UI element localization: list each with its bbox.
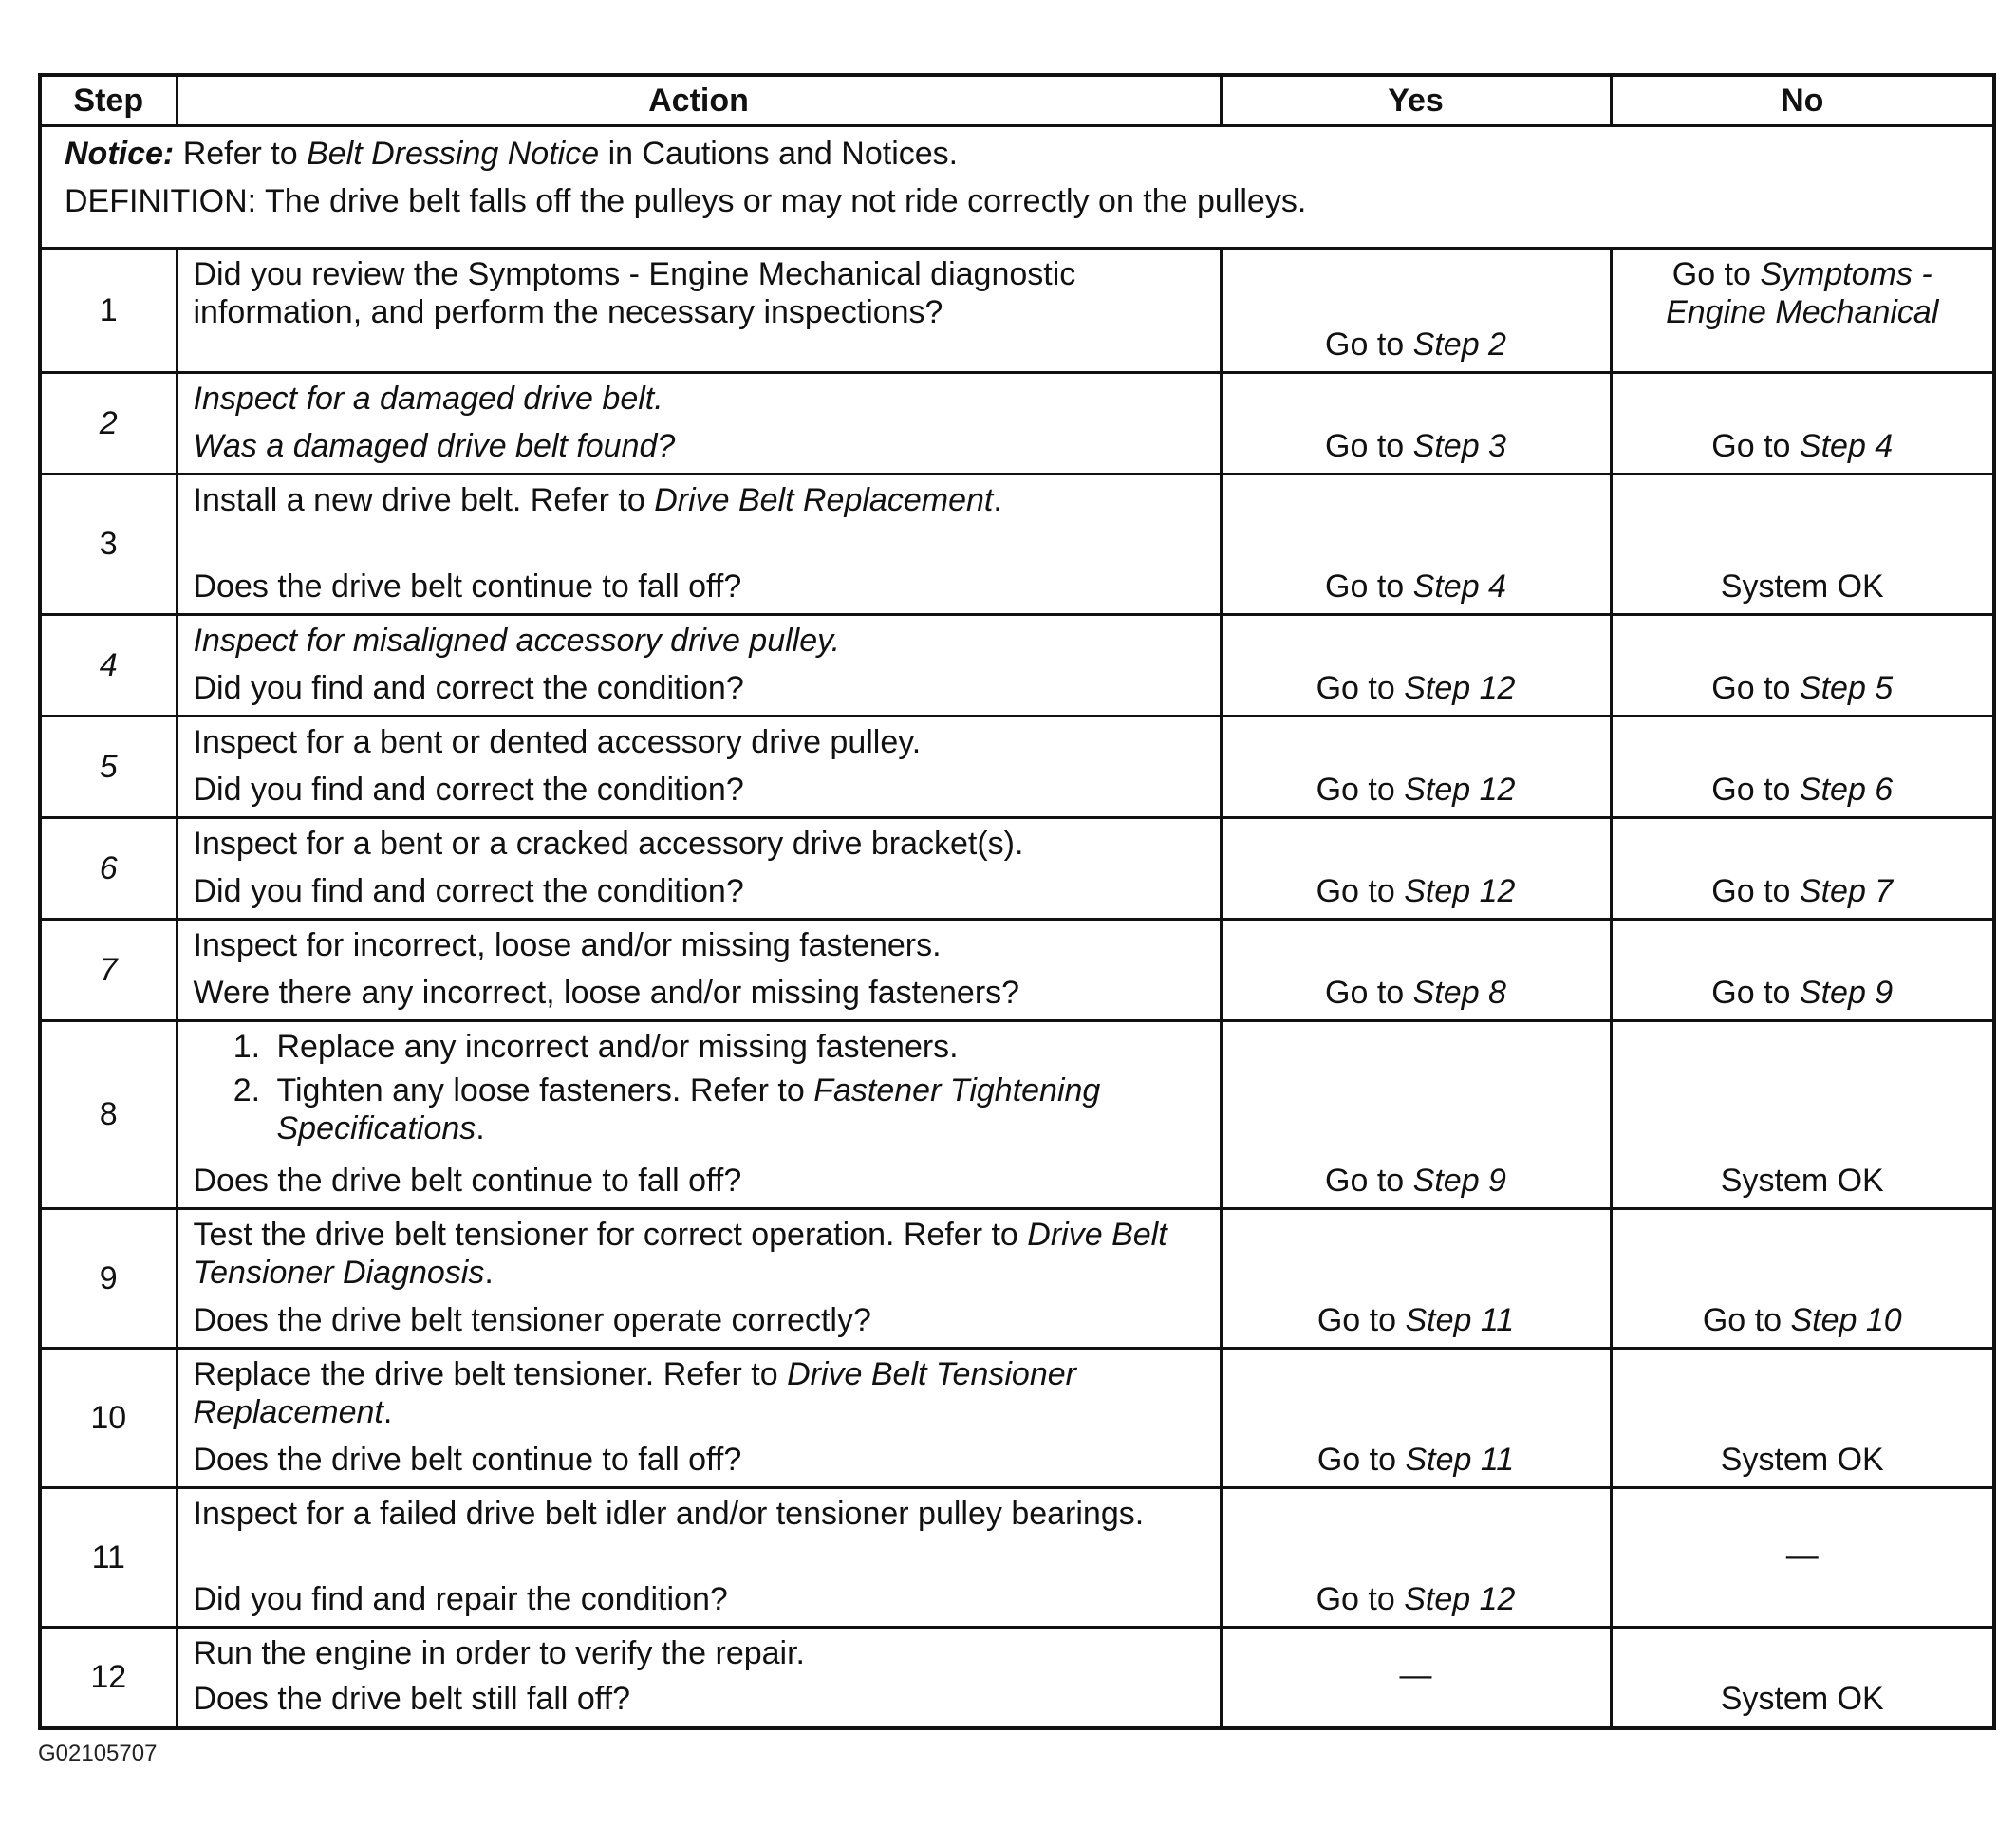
substep-text: Tighten any loose fasteners. Refer to (276, 1072, 805, 1109)
no-step-link[interactable]: Step 6 (1799, 771, 1894, 808)
action-question: Does the drive belt continue to fall off? (193, 568, 742, 605)
notice-label: Notice: (65, 136, 175, 172)
table-row (40, 1021, 1994, 1209)
notice-reference: Belt Dressing Notice (307, 136, 600, 172)
yes-cell (1221, 818, 1611, 920)
substep-text: Replace any incorrect and/or missing fasteners. (276, 1029, 959, 1065)
yes-step-link[interactable]: Step 11 (1405, 1301, 1515, 1338)
action-text: Inspect for incorrect, loose and/or missing fasteners. (193, 927, 942, 963)
no-prefix: Go to (1711, 872, 1791, 909)
action-cell (177, 1628, 1221, 1728)
yes-prefix: Go to (1316, 669, 1395, 706)
action-question: Does the drive belt continue to fall off? (193, 1162, 742, 1199)
action-text-part: Install a new drive belt. Refer to (193, 482, 645, 518)
header-no: No (1611, 75, 1994, 126)
no-cell: — (1611, 1488, 1994, 1628)
yes-prefix: Go to (1316, 872, 1395, 909)
action-substeps (194, 1028, 1204, 1153)
no-cell (1611, 920, 1994, 1021)
notice-line (65, 135, 1969, 173)
action-text: Did you review the Symptoms - Engine Mechanical diagnostic information, and perform the necessary inspections? (193, 256, 1076, 331)
action-cell (177, 615, 1221, 717)
step-number: 3 (40, 475, 177, 615)
action-question: Did you find and repair the condition? (193, 1580, 728, 1617)
substep-item (270, 1028, 1204, 1066)
yes-cell (1221, 1349, 1611, 1488)
no-step-link[interactable]: Step 5 (1799, 669, 1894, 706)
substep-text-end: . (476, 1110, 485, 1147)
step-number: 12 (40, 1628, 177, 1728)
action-text: Inspect for a bent or dented accessory drive pulley. (193, 724, 922, 760)
step-number: 11 (40, 1488, 177, 1628)
header-row (40, 75, 1994, 126)
action-text-end: . (383, 1394, 393, 1431)
yes-prefix: Go to (1316, 1580, 1395, 1617)
step-number: 7 (40, 920, 177, 1021)
action-question: Did you find and correct the condition? (193, 872, 744, 909)
step-number: 8 (40, 1021, 177, 1209)
no-cell: System OK (1611, 1349, 1994, 1488)
action-question: Does the drive belt tensioner operate correctly? (193, 1301, 871, 1338)
yes-prefix: Go to (1325, 1162, 1405, 1199)
yes-cell: — (1221, 1628, 1611, 1728)
no-cell: System OK (1611, 1628, 1994, 1728)
yes-cell (1221, 717, 1611, 818)
table-row (40, 1628, 1994, 1728)
notice-row (40, 126, 1994, 249)
yes-cell (1221, 920, 1611, 1021)
yes-step-link[interactable]: Step 4 (1412, 568, 1506, 605)
figure-id: G02105707 (38, 1741, 158, 1766)
yes-prefix: Go to (1316, 1441, 1397, 1478)
yes-cell (1221, 615, 1611, 717)
no-prefix: Go to (1671, 256, 1751, 292)
no-cell (1611, 818, 1994, 920)
action-text-end: . (484, 1255, 494, 1292)
no-cell: System OK (1611, 475, 1994, 615)
substep-item (270, 1071, 1204, 1147)
table-row (40, 1488, 1994, 1628)
table-row (40, 818, 1994, 920)
no-prefix: Go to (1711, 669, 1791, 706)
notice-text-after: in Cautions and Notices. (607, 136, 959, 172)
action-question: Was a damaged drive belt found? (193, 427, 676, 464)
no-cell (1611, 249, 1994, 373)
action-cell (177, 920, 1221, 1021)
action-text-part: Test the drive belt tensioner for correct operation. Refer to (193, 1217, 1018, 1253)
action-reference: Drive Belt Tensioner Diagnosis (193, 1217, 1167, 1292)
action-question: Did you find and correct the condition? (193, 669, 744, 706)
action-reference: Drive Belt Replacement (654, 482, 994, 518)
diagnostic-table (38, 73, 1996, 1730)
step-number: 10 (40, 1349, 177, 1488)
action-cell (177, 1349, 1221, 1488)
notice-text-before: Refer to (182, 136, 298, 172)
no-step-link[interactable]: Step 4 (1799, 427, 1894, 464)
action-text (194, 1216, 1204, 1292)
table-row (40, 373, 1994, 475)
table-row (40, 920, 1994, 1021)
action-reference: Drive Belt Tensioner Replacement (193, 1356, 1076, 1431)
yes-step-link[interactable]: Step 11 (1405, 1441, 1515, 1478)
step-number: 4 (40, 615, 177, 717)
step-number: 9 (40, 1209, 177, 1349)
action-text (194, 481, 1204, 519)
table-row (40, 1209, 1994, 1349)
no-prefix: Go to (1711, 427, 1791, 464)
no-step-link[interactable]: Step 10 (1790, 1301, 1902, 1338)
action-question: Does the drive belt still fall off? (193, 1681, 630, 1718)
action-cell (177, 1209, 1221, 1349)
no-prefix: Go to (1702, 1301, 1782, 1338)
yes-prefix: Go to (1316, 771, 1395, 808)
no-step-link[interactable]: Step 7 (1799, 872, 1894, 909)
no-cell: System OK (1611, 1021, 1994, 1209)
action-text: Run the engine in order to verify the repair. (193, 1635, 805, 1671)
action-cell (177, 373, 1221, 475)
yes-step-link[interactable]: Step 12 (1404, 872, 1516, 909)
step-number: 5 (40, 717, 177, 818)
yes-cell (1221, 373, 1611, 475)
no-prefix: Go to (1711, 974, 1791, 1011)
table-row (40, 717, 1994, 818)
table-row (40, 1349, 1994, 1488)
no-step-link[interactable]: Step 9 (1799, 974, 1894, 1011)
no-cell (1611, 717, 1994, 818)
table-row (40, 475, 1994, 615)
yes-step-link[interactable]: Step 12 (1404, 771, 1516, 808)
action-text: Inspect for a damaged drive belt. (193, 381, 663, 417)
yes-step-link[interactable]: Step 12 (1404, 1580, 1516, 1617)
step-number: 6 (40, 818, 177, 920)
action-question: Does the drive belt continue to fall off? (193, 1441, 742, 1478)
yes-cell (1221, 1488, 1611, 1628)
table-row (40, 615, 1994, 717)
action-text-end: . (993, 482, 1002, 518)
definition-line: DEFINITION: The drive belt falls off the pulleys or may not ride correctly on the pulleys. (65, 183, 1307, 220)
yes-prefix: Go to (1325, 568, 1405, 605)
action-text: Inspect for a bent or a cracked accessory drive bracket(s). (193, 826, 1024, 862)
action-cell (177, 475, 1221, 615)
no-step-link[interactable]: Symptoms - Engine Mechanical (1666, 256, 1939, 331)
action-cell (177, 1488, 1221, 1628)
yes-cell (1221, 1021, 1611, 1209)
action-text (194, 1355, 1204, 1431)
action-text-part: Replace the drive belt tensioner. Refer to (193, 1356, 778, 1392)
yes-cell (1221, 1209, 1611, 1349)
action-text: Inspect for a failed drive belt idler and/or tensioner pulley bearings. (193, 1496, 1145, 1532)
header-step: Step (40, 75, 177, 126)
yes-step-link[interactable]: Step 12 (1404, 669, 1516, 706)
yes-step-link[interactable]: Step 2 (1412, 326, 1506, 363)
action-text: Inspect for misaligned accessory drive pulley. (193, 623, 841, 659)
no-prefix: Go to (1711, 771, 1791, 808)
yes-prefix: Go to (1325, 326, 1405, 363)
action-question: Were there any incorrect, loose and/or missing fasteners? (193, 974, 1020, 1011)
step-number: 2 (40, 373, 177, 475)
action-cell (177, 249, 1221, 373)
yes-prefix: Go to (1316, 1301, 1397, 1338)
action-cell (177, 1021, 1221, 1209)
action-question: Did you find and correct the condition? (193, 771, 744, 808)
header-action: Action (177, 75, 1221, 126)
no-cell (1611, 615, 1994, 717)
action-cell (177, 818, 1221, 920)
yes-step-link[interactable]: Step 3 (1412, 427, 1506, 464)
notice-cell (40, 126, 1994, 249)
yes-cell (1221, 475, 1611, 615)
yes-prefix: Go to (1325, 974, 1405, 1011)
yes-step-link[interactable]: Step 9 (1412, 1162, 1506, 1199)
no-cell (1611, 373, 1994, 475)
header-yes: Yes (1221, 75, 1611, 126)
substep-reference: Fastener Tightening Specifications (276, 1072, 1101, 1147)
yes-cell (1221, 249, 1611, 373)
yes-prefix: Go to (1325, 427, 1405, 464)
action-cell (177, 717, 1221, 818)
no-cell (1611, 1209, 1994, 1349)
step-number: 1 (40, 249, 177, 373)
yes-step-link[interactable]: Step 8 (1412, 974, 1506, 1011)
table-row (40, 249, 1994, 373)
